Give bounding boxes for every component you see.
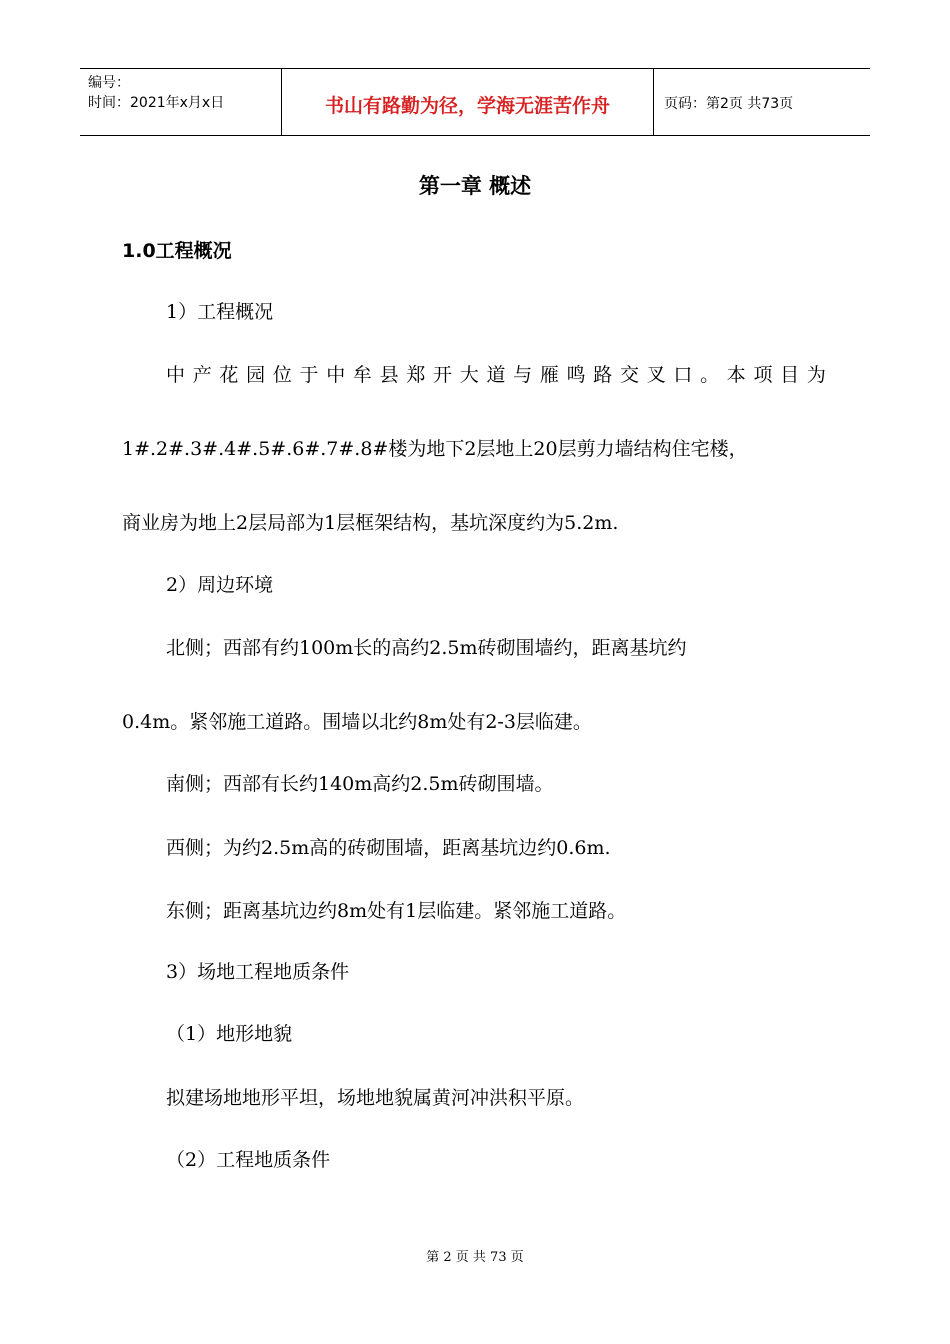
paragraph-north-line1: 北侧；西部有约100m长的高约2.5m砖砌围墙约，距离基坑约	[166, 637, 687, 659]
justified-char: 项	[753, 364, 773, 386]
paragraph-terrain: 拟建场地地形平坦，场地地貌属黄河冲洪积平原。	[166, 1087, 585, 1109]
justified-char: 牟	[352, 364, 372, 386]
justified-char: 。	[700, 364, 720, 386]
justified-char: 中	[166, 364, 186, 386]
header-page-info: 页码：第2页 共73页	[664, 96, 794, 112]
paragraph-project-location-line3: 商业房为地上2层局部为1层框架结构，基坑深度约为5.2m.	[122, 512, 619, 534]
paragraph-project-location-line1	[166, 363, 826, 387]
justified-char: 与	[513, 364, 533, 386]
paragraph-project-location-line2: 1#.2#.3#.4#.5#.6#.7#.8#楼为地下2层地上20层剪力墙结构住宅楼，	[122, 438, 748, 460]
paragraph-east: 东侧；距离基坑边约8m处有1层临建。紧邻施工道路。	[166, 900, 627, 922]
justified-char: 路	[593, 364, 613, 386]
justified-char: 郑	[406, 364, 426, 386]
subsubsection-heading-geology-conditions: （2）工程地质条件	[166, 1149, 331, 1171]
justified-char: 叉	[646, 364, 666, 386]
justified-char: 位	[272, 364, 292, 386]
justified-char: 花	[219, 364, 239, 386]
justified-char: 本	[726, 364, 746, 386]
paragraph-south: 南侧；西部有长约140m高约2.5m砖砌围墙。	[166, 773, 554, 795]
justified-char: 园	[246, 364, 266, 386]
justified-char: 大	[459, 364, 479, 386]
justified-char: 雁	[539, 364, 559, 386]
justified-char: 开	[433, 364, 453, 386]
header-table	[80, 68, 870, 136]
section-title: 1.0工程概况	[122, 240, 232, 262]
chapter-title: 第一章 概述	[418, 174, 532, 198]
justified-char: 于	[299, 364, 319, 386]
subsubsection-heading-terrain: （1）地形地貌	[166, 1023, 293, 1045]
justified-char: 中	[326, 364, 346, 386]
page-footer: 第 2 页 共 73 页	[426, 1250, 524, 1265]
justified-char: 产	[192, 364, 212, 386]
justified-char: 县	[379, 364, 399, 386]
document-time-label: 时间：2021年x月x日	[88, 95, 225, 111]
subsection-heading-project-overview: 1）工程概况	[166, 301, 274, 323]
subsection-heading-geology: 3）场地工程地质条件	[166, 961, 350, 983]
justified-char: 口	[673, 364, 693, 386]
paragraph-north-line2: 0.4m。紧邻施工道路。围墙以北约8m处有2-3层临建。	[122, 711, 592, 733]
justified-char: 目	[780, 364, 800, 386]
justified-char: 交	[619, 364, 639, 386]
paragraph-west: 西侧；为约2.5m高的砖砌围墙，距离基坑边约0.6m.	[166, 837, 611, 859]
justified-char: 为	[806, 364, 826, 386]
justified-char: 道	[486, 364, 506, 386]
document-number-label: 编号：	[88, 75, 130, 91]
header-motto: 书山有路勤为径，学海无涯苦作舟	[282, 69, 654, 135]
justified-char: 鸣	[566, 364, 586, 386]
subsection-heading-surroundings: 2）周边环境	[166, 574, 274, 596]
header-meta-cell	[80, 69, 282, 135]
